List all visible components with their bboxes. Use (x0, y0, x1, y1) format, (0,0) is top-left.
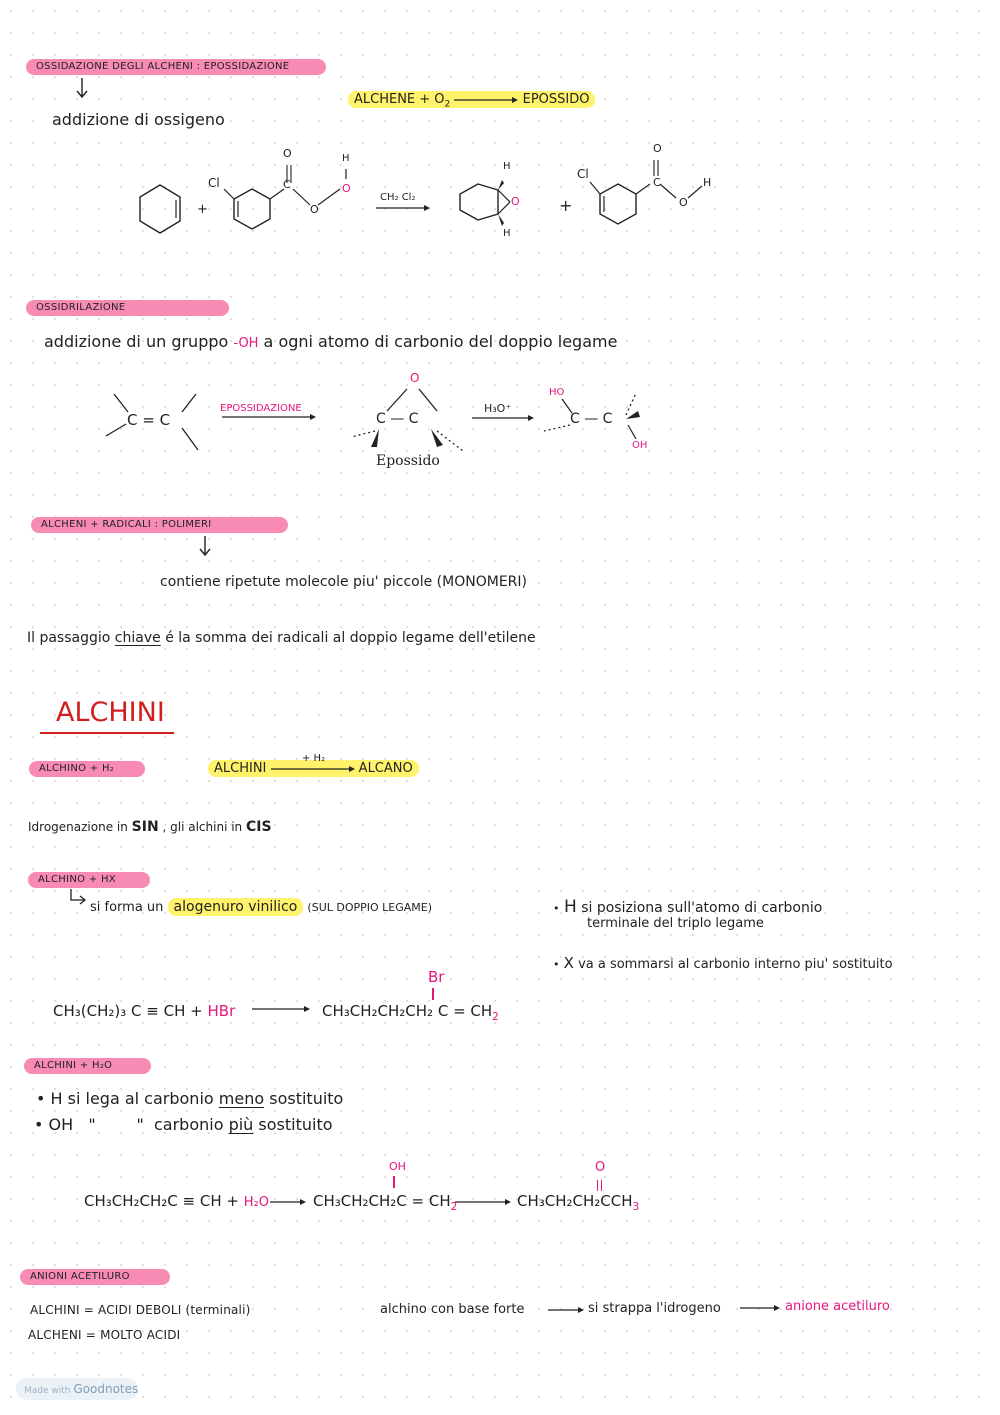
h2o-enol-text: CH₃CH₂CH₂C = CH (313, 1192, 451, 1210)
idro-sin: SIN (131, 819, 159, 835)
note-idrogenazione (28, 819, 272, 835)
hx-equation (53, 1002, 235, 1020)
idro-a: Idrogenazione in (28, 820, 128, 834)
eq-alcano: ALCANO (358, 761, 413, 776)
badge-made-with: Made with (24, 1386, 71, 1396)
title-underline (40, 732, 174, 734)
eq-alchini: ALCHINI (214, 761, 267, 776)
anioni-line-alcheni: ALCHENI = MOLTO ACIDI (28, 1328, 181, 1342)
arrow-icon (271, 768, 355, 770)
section-pill-ossidrilazione: OSSIDRILAZIONE (26, 300, 229, 316)
hx-note-b: (SUL DOPPIO LEGAME) (307, 901, 433, 914)
h2o-enol-sub: 2 (450, 1201, 458, 1213)
reagent-ch2cl2: CH₂ Cl₂ (380, 192, 416, 203)
plus-sign-2: + (559, 196, 573, 215)
note-passaggio-chiave (27, 630, 536, 646)
h2o-b1-a: • H si lega al carbonio (36, 1089, 214, 1108)
label-o-carbonyl-1: O (283, 147, 292, 160)
down-arrow-icon (195, 534, 215, 560)
label-cl-1: Cl (208, 176, 220, 190)
formula-alchene: ALCHENE + O (354, 92, 445, 107)
note-alogenuro (90, 899, 432, 915)
hx-reactant: CH₃(CH₂)₃ C ≡ CH (53, 1002, 186, 1020)
passaggio-b: é la somma dei radicali al doppio legame dell'etilene (165, 630, 536, 646)
label-h-1: H (342, 153, 350, 164)
arrow-icon (455, 1197, 511, 1207)
arrow-icon (548, 1305, 584, 1315)
arrow-icon (376, 203, 430, 213)
badge-brand: Goodnotes (73, 1382, 139, 1396)
formula-o2-sub: 2 (444, 99, 451, 110)
h2o-enol-oh: OH (389, 1160, 406, 1173)
h2o-enol-bond (393, 1176, 395, 1188)
bullet1-a: si posiziona sull'atomo di carbonio (581, 900, 823, 916)
h2o-plus: + (226, 1192, 239, 1210)
note-addizione-oh (44, 332, 617, 351)
note-addizione-ossigeno: addizione di ossigeno (52, 110, 225, 129)
h2o-bullet-h (36, 1089, 343, 1108)
diol-cc: C — C (570, 411, 613, 427)
hx-product-sub: 2 (492, 1011, 499, 1023)
label-ho: HO (549, 387, 565, 398)
bullet2-text: va a sommarsi al carbonio interno piu' sostituito (578, 957, 893, 972)
epoxide-product-drawing (450, 160, 540, 250)
arrow-label-h2: + H₂ (302, 753, 326, 764)
epoxide-cc: C — C (376, 411, 419, 427)
passaggio-a: Il passaggio (27, 630, 111, 646)
formula-epossido: EPOSSIDO (522, 92, 590, 107)
note-oh-group: -OH (233, 336, 259, 351)
note-monomeri: contiene ripetute molecole piu' piccole (MONOMERI) (160, 574, 527, 590)
goodnotes-badge[interactable] (16, 1378, 138, 1400)
section-pill-radicali: ALCHENI + RADICALI : POLIMERI (31, 517, 288, 533)
label-o-ossi: O (410, 371, 420, 385)
arrow-label-h3o: H₃O⁺ (484, 402, 512, 415)
h2o-b2-ul: più (228, 1115, 254, 1134)
label-cl-2: Cl (577, 167, 589, 181)
label-h-3: H (503, 228, 511, 239)
note-addizione-oh-b: a ogni atomo di carbonio del doppio legame (263, 332, 618, 351)
plus-sign-1: + (197, 202, 208, 217)
h2o-enol (313, 1192, 457, 1213)
bullet-h-line2: terminale del triplo legame (587, 916, 764, 931)
bullet1-h: H (563, 897, 577, 917)
anioni-flow-a: alchino con base forte (380, 1302, 525, 1317)
bullet2-x: X (563, 954, 574, 972)
hx-br: Br (428, 968, 445, 986)
h2o-ketone-bond-1 (597, 1180, 598, 1191)
h2o-equation (84, 1192, 269, 1210)
h2o-ketone-text: CH₃CH₂CH₂CCH (517, 1192, 633, 1210)
label-o-carbonyl-2: O (653, 142, 662, 155)
note-addizione-oh-a: addizione di un gruppo (44, 332, 229, 351)
h2o-b2-b: sostituito (258, 1115, 333, 1134)
section-pill-alchino-hx: ALCHINO + HX (28, 872, 150, 888)
h2o-ketone-o: O (595, 1160, 606, 1175)
label-c-2: C (653, 176, 661, 189)
section-pill-alchino-h2: ALCHINO + H₂ (29, 761, 145, 777)
h2o-ketone (517, 1192, 639, 1213)
hx-product-text: CH₃CH₂CH₂CH₂ C = CH (322, 1002, 493, 1020)
bullet-x-sommarsi: • X va a sommarsi al carbonio interno piu' sostituito (553, 954, 893, 972)
hx-product (322, 1002, 499, 1023)
hx-br-bond (432, 988, 434, 1000)
down-arrow-icon (72, 76, 92, 102)
cyclohexene-plus-mcpba-drawing (130, 145, 370, 245)
hx-note-a: si forma un (90, 900, 164, 915)
h2o-ketone-sub: 3 (632, 1201, 640, 1213)
h2o-b1-ul: meno (218, 1089, 265, 1108)
label-c-1: C (283, 178, 291, 191)
passaggio-key: chiave (114, 630, 161, 646)
arrow-icon (740, 1303, 780, 1313)
section-pill-epossidazione: OSSIDAZIONE DEGLI ALCHENI : EPOSSIDAZIONE (26, 59, 326, 75)
arrow-label-epossidazione: EPOSSIDAZIONE (220, 403, 302, 414)
h2o-ketone-bond-2 (601, 1180, 602, 1191)
section-pill-alchini-h2o: ALCHINI + H₂O (24, 1058, 151, 1074)
anioni-line-alchini: ALCHINI = ACIDI DEBOLI (terminali) (30, 1303, 251, 1317)
arrow-icon (252, 1004, 310, 1014)
label-o-acid: O (679, 196, 688, 209)
section-pill-anioni: ANIONI ACETILURO (20, 1269, 170, 1285)
equation-alchene-epossido (348, 92, 595, 110)
hx-note-highlight: alogenuro vinilico (168, 898, 304, 916)
idro-b: , gli alchini in (162, 820, 243, 834)
anioni-flow-b: si strappa l'idrogeno (588, 1301, 721, 1316)
h2o-b2-a: • OH " " carbonio (34, 1115, 224, 1134)
h2o-water: H₂O (243, 1195, 270, 1210)
label-o-peroxy-1: O (342, 182, 351, 195)
return-arrow-icon (68, 888, 88, 908)
anioni-flow-c: anione acetiluro (785, 1299, 890, 1314)
arrow-icon (270, 1197, 306, 1207)
page-title-alchini: ALCHINI (56, 697, 165, 728)
label-o-epoxide: O (511, 195, 520, 208)
mcba-product-drawing (590, 140, 730, 240)
label-oh: OH (632, 440, 648, 451)
label-o-ester-1: O (310, 203, 319, 216)
highlight-alchene (348, 91, 595, 108)
h2o-b1-b: sostituito (269, 1089, 344, 1108)
arrow-icon (222, 412, 316, 422)
alkene-cc: C = C (127, 411, 171, 429)
arrow-icon (472, 413, 534, 423)
label-h-4: H (703, 176, 712, 189)
arrow-icon (454, 99, 518, 101)
h2o-reactant: CH₃CH₂CH₂C ≡ CH (84, 1192, 222, 1210)
idro-cis: CIS (246, 819, 272, 835)
label-epossido: Epossido (376, 453, 440, 469)
hx-plus: + (190, 1002, 203, 1020)
hx-hbr: HBr (207, 1002, 236, 1020)
h2o-bullet-oh (34, 1115, 333, 1134)
bullet-h-posiziona: • H si posiziona sull'atomo di carbonio (553, 897, 823, 917)
label-h-2: H (503, 161, 511, 172)
